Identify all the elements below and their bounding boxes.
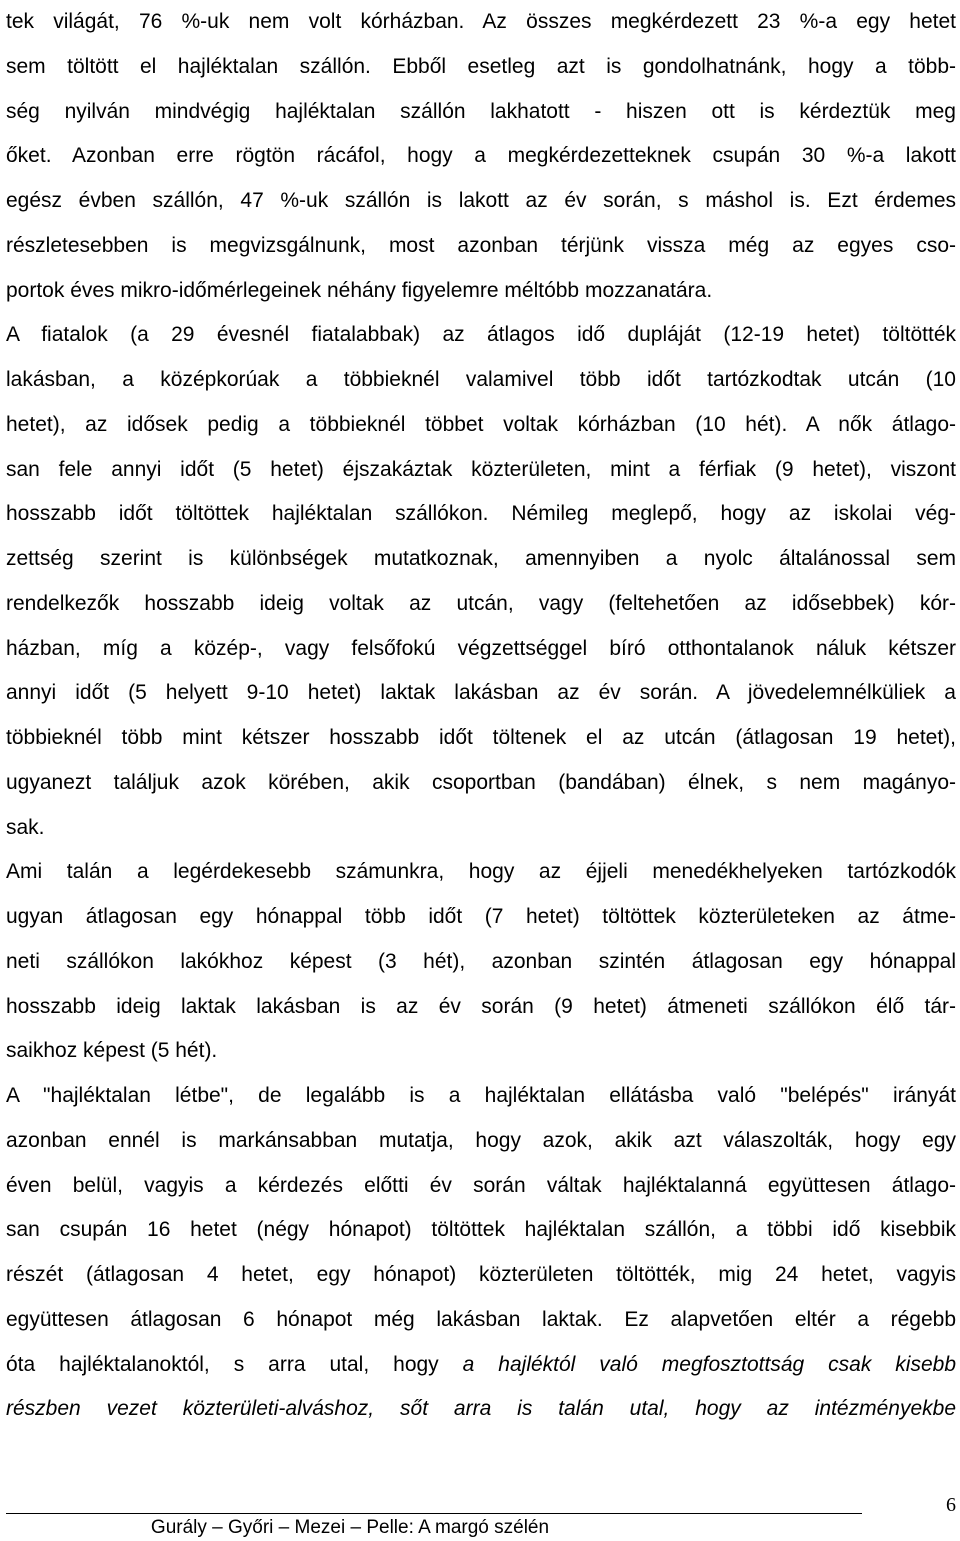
paragraph-3 — [6, 850, 956, 1074]
text-line: lakásban, a középkorúak a többieknél valamivel több időt tartózkodtak utcán (10 — [6, 368, 956, 391]
text-line: azonban ennél is markánsabban mutatja, hogy azok, akik azt válaszolták, hogy egy — [6, 1128, 956, 1152]
text-line: házban, míg a közép-, vagy felsőfokú végzettséggel bíró otthontalanok náluk kétszer — [6, 636, 956, 660]
text-line: ugyan átlagosan egy hónappal több időt (7 hetet) töltöttek közterületeken az átme- — [6, 905, 956, 928]
text-line: A "hajléktalan létbe", de legalább is a hajléktalan ellátásba való "belépés" irányát — [6, 1084, 956, 1107]
italic-text-run: a hajléktól való megfosztottság csak kisebb — [462, 1352, 957, 1376]
text-run: óta hajléktalanoktól, s arra utal, hogy — [6, 1352, 463, 1376]
text-line: sak. — [6, 815, 45, 839]
text-line: őket. Azonban erre rögtön rácáfol, hogy a megkérdezetteknek csupán 30 %-a lakott — [6, 144, 956, 168]
paragraph-2 — [6, 313, 956, 850]
paragraph-4 — [6, 1074, 956, 1432]
text-line: ség nyilván mindvégig hajléktalan szállón lakhatott - hiszen ott is kérdeztük meg — [6, 99, 956, 123]
text-line: éven belül, vagyis a kérdezés előtti év során váltak hajléktalanná együttesen átlago- — [6, 1173, 956, 1197]
text-line: egész évben szállón, 47 %-uk szállón is lakott az év során, s máshol is. Ezt érdemes — [6, 189, 956, 212]
text-line: hosszabb időt töltöttek hajléktalan szállókon. Némileg meglepő, hogy az iskolai vég- — [6, 502, 956, 526]
text-line: annyi időt (5 helyett 9-10 hetet) laktak lakásban az év során. A jövedelemnélküliek a — [6, 681, 956, 705]
text-line: zettség szerint is különbségek mutatkoznak, amennyiben a nyolc általánossal sem — [6, 547, 956, 570]
text-line: saikhoz képest (5 hét). — [6, 1039, 218, 1063]
text-line: sem töltött el hajléktalan szállón. Ebből esetleg azt is gondolhatnánk, hogy a több- — [6, 54, 956, 78]
text-line: tek világát, 76 %-uk nem volt kórházban. Az összes megkérdezett 23 %-a egy hetet — [6, 10, 956, 33]
text-line: A fiatalok (a 29 évesnél fiatalabbak) az átlagos idő dupláját (12-19 hetet) töltötték — [6, 323, 956, 347]
text-line: ugyanezt találjuk azok körében, akik csoportban (bandában) élnek, s nem magányo- — [6, 770, 956, 794]
text-line: portok éves mikro-időmérlegeinek néhány figyelemre méltóbb mozzanatára. — [6, 278, 713, 302]
text-line: részét (átlagosan 4 hetet, egy hónapot) közterületen töltötték, mig 24 hetet, vagyis — [6, 1263, 956, 1286]
text-line: többieknél több mint kétszer hosszabb időt töltenek el az utcán (átlagosan 19 hetet), — [6, 726, 956, 749]
running-title: Gurály – Győri – Mezei – Pelle: A margó szélén — [150, 1517, 550, 1538]
text-line-italic — [6, 1387, 956, 1432]
text-line: san csupán 16 hetet (négy hónapot) töltöttek hajléktalan szállón, a többi idő kisebbik — [6, 1218, 956, 1242]
text-line: hetet), az idősek pedig a többieknél többet voltak kórházban (10 hét). A nők átlago- — [6, 412, 956, 436]
text-line: Ami talán a legérdekesebb számunkra, hogy az éjjeli menedékhelyeken tartózkodók — [6, 860, 956, 884]
text-line: hosszabb ideig laktak lakásban is az év során (9 hetet) átmeneti szállókon élő tár- — [6, 994, 956, 1018]
text-line: neti szállókon lakókhoz képest (3 hét), azonban szintén átlagosan egy hónappal — [6, 949, 956, 973]
text-line-mixed — [6, 1343, 956, 1388]
text-line: együttesen átlagosan 6 hónapot még lakásban laktak. Ez alapvetően eltér a régebb — [6, 1307, 956, 1331]
page-number: 6 — [946, 1494, 956, 1516]
footer-rule — [6, 1513, 862, 1514]
text-line: részletesebben is megvizsgálnunk, most azonban térjünk vissza még az egyes cso- — [6, 233, 956, 257]
italic-text-run: részben vezet közterületi-alváshoz, sőt arra is talán utal, hogy az intézményekbe — [6, 1397, 956, 1421]
text-line: rendelkezők hosszabb ideig voltak az utcán, vagy (feltehetően az idősebbek) kór- — [6, 591, 956, 615]
paragraph-1 — [6, 0, 956, 313]
document-body — [6, 0, 956, 1432]
text-line: san fele annyi időt (5 hetet) éjszakáztak közterületen, mint a férfiak (9 hetet), viszont — [6, 457, 956, 481]
